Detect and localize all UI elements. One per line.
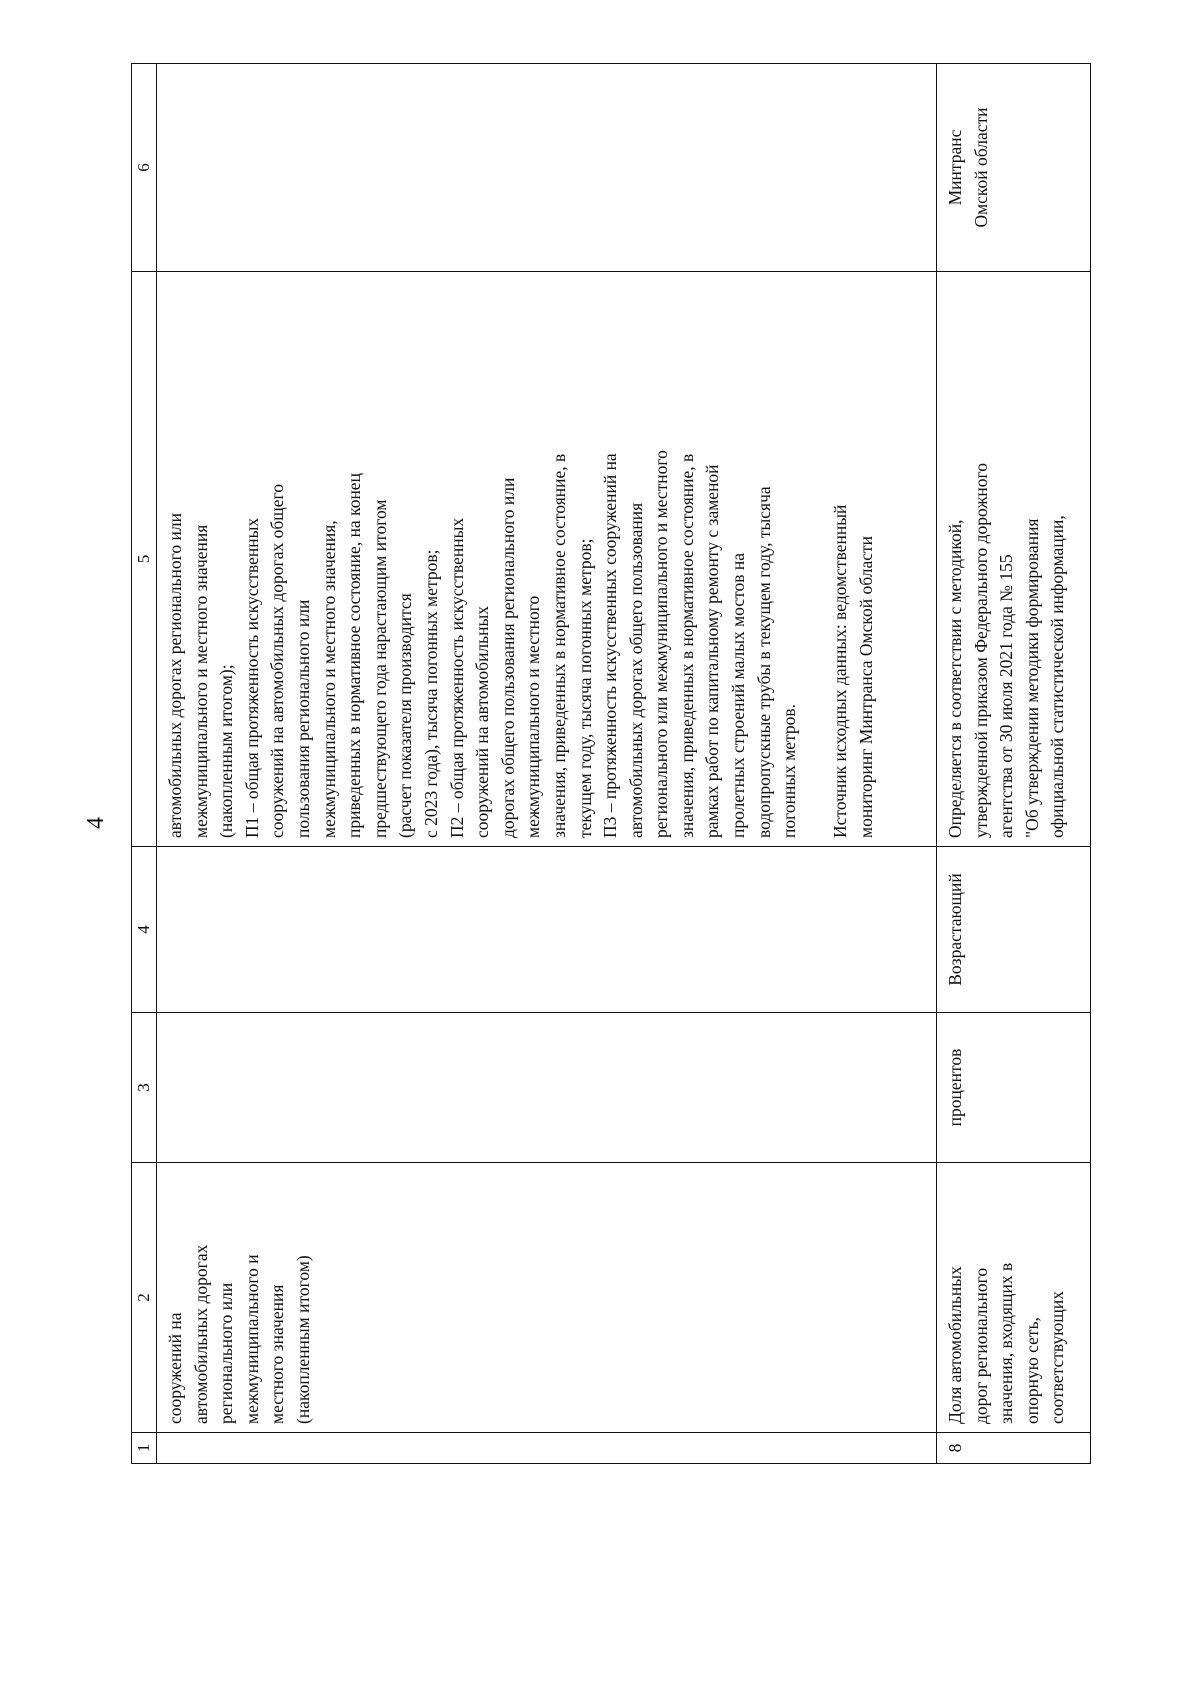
method-line: автомобильных дорогах общего пользования [625,502,646,838]
row2-trend: Возрастающий [937,847,1091,1013]
method-line: Источник исходных данных: ведомственный [830,504,851,838]
method-line: официальной статистической информации, [1047,515,1068,838]
header-col-4: 4 [132,847,157,1013]
method-line: П3 – протяженность искусственных сооружений на [600,453,621,838]
method-line: значения, приведенных в нормативное состояние, в [548,453,569,838]
method-line: погонных метров. [779,703,800,838]
method-line: пролетных строений малых мостов на [728,552,749,838]
row1-method [157,272,937,847]
method-line: П1 – общая протяженность искусственных [241,517,262,838]
method-line: межмуниципального и местного значения, [318,520,339,838]
method-line: агентства от 30 июля 2021 года № 155 [996,554,1017,838]
row2-method [937,272,1091,847]
method-line: мониторинг Минтранса Омской области [856,536,877,838]
row1-trend [157,847,937,1013]
method-line: утвержденной приказом Федерального дорожного [970,462,991,838]
method-line: сооружений на автомобильных дорогах общего [267,483,288,838]
table-row [937,64,1091,1464]
method-line: предшествующего года нарастающим итогом [369,499,390,838]
table-header-row [132,64,157,1464]
indicator-table [131,63,1091,1464]
table-row [157,64,937,1464]
row1-number [157,1433,937,1464]
row1-responsible [157,64,937,272]
header-col-2: 2 [132,1163,157,1433]
method-line: сооружений на автомобильных [472,605,493,838]
method-line: автомобильных дорогах регионального или [165,513,185,838]
method-line: текущем году, тысяча погонных метров; [574,538,595,838]
header-col-5: 5 [132,272,157,847]
header-col-1: 1 [132,1433,157,1464]
row2-number: 8 [937,1433,1091,1464]
method-line: Определяется в соответствии с методикой, [945,519,965,838]
row2-unit: процентов [937,1013,1091,1163]
indicator-table-rotated [131,64,1091,1464]
method-line: межмуниципального и местного [523,595,544,838]
method-line: рамках работ по капитальному ремонту с заменой [702,464,723,838]
method-line: с 2023 года), тысяча погонных метров; [420,549,441,838]
method-line: "Об утверждении методики формирования [1021,518,1042,838]
method-line: (расчет показателя производится [395,593,416,838]
method-line: П2 – общая протяженность искусственных [446,517,467,838]
method-line: значения, приведенных в нормативное состояние, в [676,453,697,838]
row2-indicator-name: Доля автомобильных дорог регионального значения, входящих в опорную сеть, соответствующих [937,1163,1091,1433]
method-line: межмуниципального и местного значения [190,524,211,838]
row1-indicator-name: сооружений на автомобильных дорогах регионального или межмуниципального и местного значения (накопленным итогом) [157,1163,937,1433]
row1-unit [157,1013,937,1163]
method-line: пользования регионального или [292,599,313,838]
method-line: регионального или межмуниципального и местного [651,450,672,838]
method-line: дорогах общего пользования регионального или [497,477,518,838]
header-col-6: 6 [132,64,157,272]
page-number: 4 [83,817,109,829]
row2-responsible: Минтранс Омской области [937,64,1091,272]
method-line: (накопленным итогом); [216,664,237,838]
method-line [803,280,829,838]
header-col-3: 3 [132,1013,157,1163]
method-line: водопропускные трубы в текущем году, тысяча [753,486,774,838]
method-line: приведенных в нормативное состояние, на конец [344,473,365,838]
indicator-table-container [131,64,1091,1464]
